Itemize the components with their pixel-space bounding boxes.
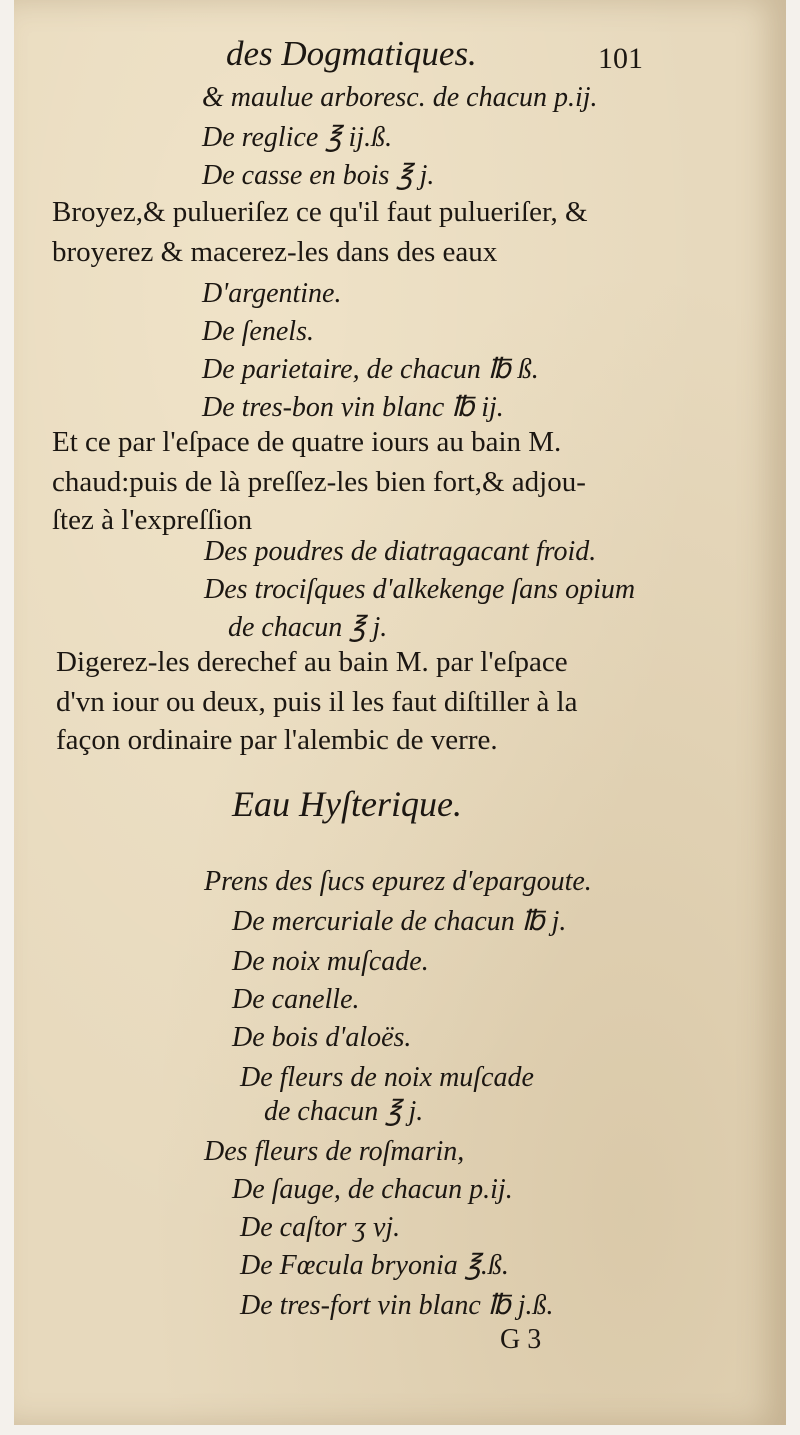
recipe-line: Prens des ſucs epurez d'epargoute. [204,866,592,897]
text-line: De tres-bon vin blanc ℔ ij. [202,392,504,423]
text-line: de chacun ℥ j. [228,612,388,643]
text-line: De ſenels. [202,316,314,347]
text-line: Broyez,& pulueriſez ce qu'il faut pulueriſer, & [52,196,588,228]
recipe-line: De fleurs de noix muſcade [240,1062,534,1093]
recipe-line: Des fleurs de roſmarin, [204,1136,465,1167]
recipe-line: De caſtor ʒ vj. [240,1212,401,1243]
recipe-line: de chacun ℥ j. [264,1096,424,1127]
recipe-line: De bois d'aloës. [232,1022,412,1053]
text-line: De parietaire, de chacun ℔ ß. [202,354,539,385]
running-title: des Dogmatiques. [226,34,477,73]
recipe-line: De ſauge, de chacun p.ij. [232,1174,513,1205]
text-line: & maulue arboresc. de chacun p.ij. [202,82,598,113]
signature-mark: G 3 [500,1324,542,1355]
text-line: broyerez & macerez-les dans des eaux [52,236,498,268]
recipe-line: De mercuriale de chacun ℔ j. [232,906,567,937]
text-line: Et ce par l'eſpace de quatre iours au bain M. [52,426,562,458]
section-title: Eau Hyſterique. [232,784,462,824]
text-line: De reglice ℥ ij.ß. [202,122,393,153]
book-page [14,0,786,1425]
recipe-line: De canelle. [232,984,360,1015]
text-line: façon ordinaire par l'alembic de verre. [56,724,498,756]
text-line: De casse en bois ℥ j. [202,160,435,191]
recipe-line: De noix muſcade. [232,946,429,977]
recipe-line: De Fœcula bryonia ℥.ß. [240,1250,509,1281]
text-line: Des trociſques d'alkekenge ſans opium [204,574,636,605]
text-line: D'argentine. [202,278,342,309]
text-line: chaud:puis de là preſſez-les bien fort,& adjou- [52,466,586,498]
text-line: d'vn iour ou deux, puis il les faut diſtiller à la [56,686,578,718]
text-line: ſtez à l'expreſſion [52,504,253,536]
text-line: Digerez-les derechef au bain M. par l'eſpace [56,646,568,678]
page-number: 101 [598,42,643,75]
recipe-line: De tres-fort vin blanc ℔ j.ß. [240,1290,554,1321]
text-line: Des poudres de diatragacant froid. [204,536,597,567]
